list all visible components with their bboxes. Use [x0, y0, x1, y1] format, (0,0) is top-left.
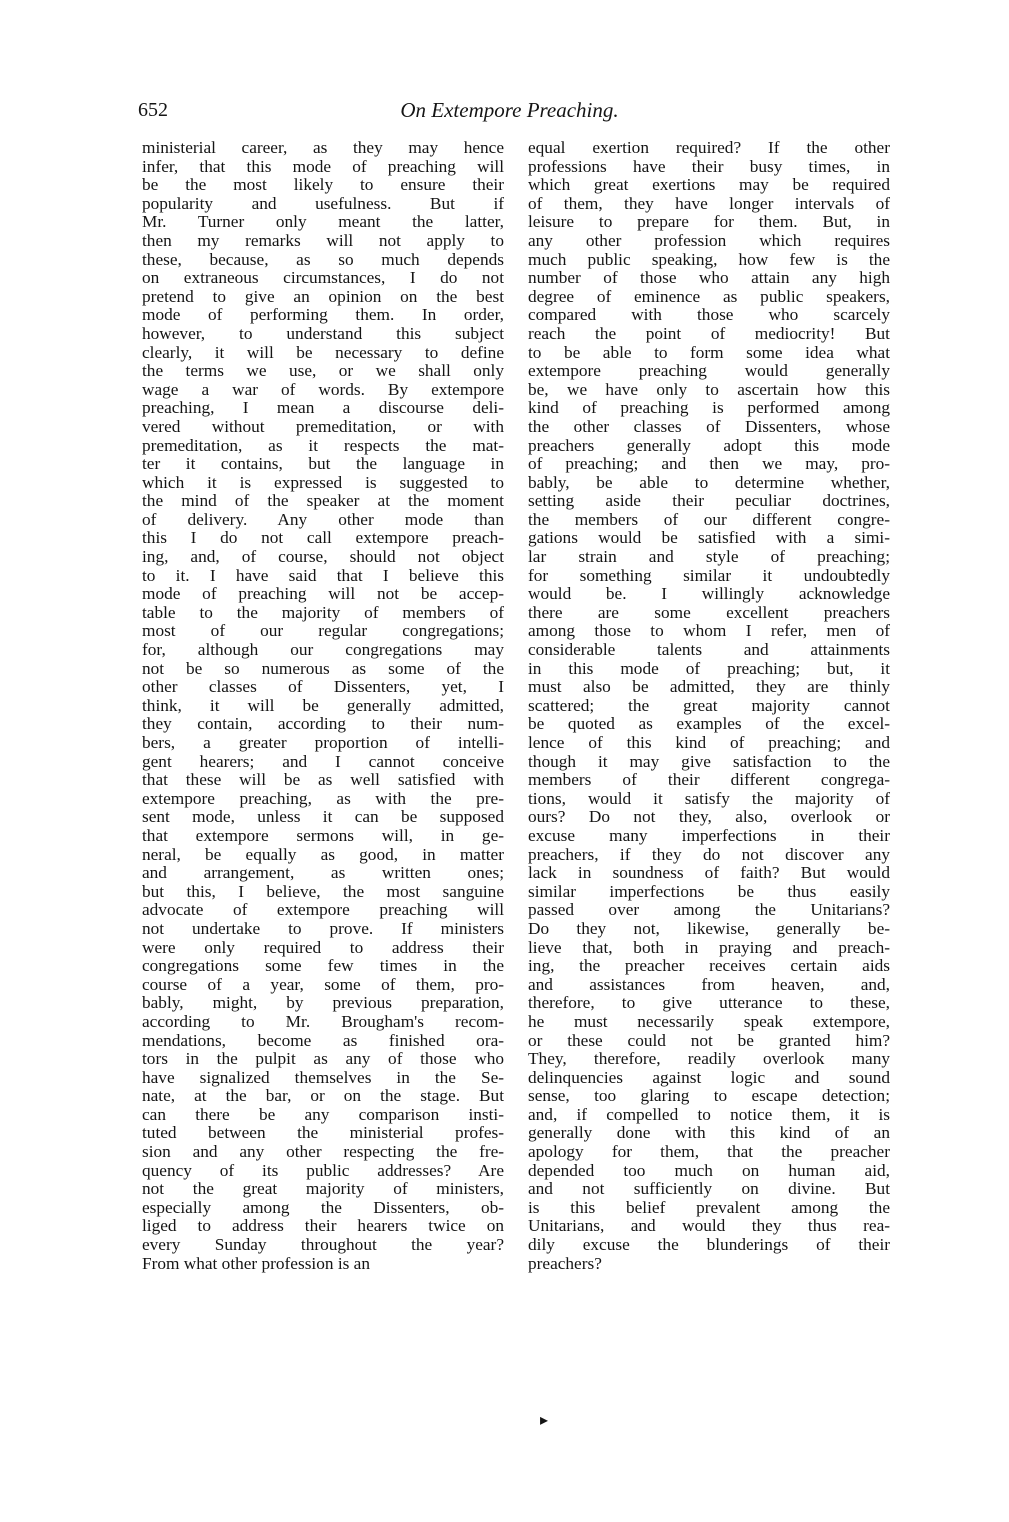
text-line: and, if compelled to notice them, it is — [528, 1104, 890, 1124]
text-line: were only required to address their — [142, 937, 504, 957]
text-line: ter it contains, but the language in — [142, 454, 504, 474]
text-line: the other classes of Dissenters, whose — [528, 416, 890, 436]
text-line: depended too much on human aid, — [528, 1160, 890, 1180]
text-line: reach the point of mediocrity! But — [528, 323, 890, 343]
text-line: though it may give satisfaction to the — [528, 751, 890, 771]
text-line: gations would be satisfied with a simi- — [528, 528, 890, 548]
text-line: that extempore sermons will, in ge- — [142, 825, 504, 845]
text-line: bers, a greater proportion of intelli- — [142, 733, 504, 752]
text-line: They, therefore, readily overlook many — [528, 1049, 890, 1069]
text-line: to be able to form some idea what — [528, 342, 890, 362]
left-column — [142, 139, 504, 1273]
text-line: ing, and, of course, should not object — [142, 547, 504, 567]
page-number: 652 — [138, 99, 168, 121]
text-line: wage a war of words. By extempore — [142, 379, 504, 399]
text-line: sion and any other respecting the fre- — [142, 1142, 504, 1162]
text-line: course of a year, some of them, pro- — [142, 974, 504, 994]
text-line: number of those who attain any high — [528, 268, 890, 288]
text-line: extempore preaching, as with the pre- — [142, 788, 504, 808]
text-line: then my remarks will not apply to — [142, 230, 504, 250]
text-line: gent hearers; and I cannot conceive — [142, 751, 504, 771]
text-line: passed over among the Unitarians? — [528, 900, 890, 920]
text-line: there are some excellent preachers — [528, 602, 890, 622]
text-line: generally done with this kind of an — [528, 1123, 890, 1143]
text-line: other classes of Dissenters, yet, I — [142, 677, 504, 697]
text-line: liged to address their hearers twice on — [142, 1216, 504, 1236]
text-line: and arrangement, as written ones; — [142, 863, 504, 883]
text-line: therefore, to give utterance to these, — [528, 993, 890, 1013]
text-line: mendations, become as finished ora- — [142, 1030, 504, 1050]
text-line: Do they not, likewise, generally be- — [528, 918, 890, 938]
text-line: preaching, I mean a discourse deli- — [142, 398, 504, 418]
text-line: advocate of extempore preaching will — [142, 900, 504, 920]
text-line: lar strain and style of preaching; — [528, 547, 890, 567]
text-line: and not sufficiently on divine. But — [528, 1179, 890, 1199]
ornament-mark: ▸ — [540, 1412, 549, 1429]
text-line: delinquencies against logic and sound — [528, 1067, 890, 1087]
text-line: most of our regular congregations; — [142, 621, 504, 641]
text-line: From what other profession is an — [142, 1253, 370, 1273]
text-line: among those to whom I refer, men of — [528, 621, 890, 641]
text-line: preachers? — [528, 1253, 602, 1273]
text-line: or these could not be granted him? — [528, 1030, 890, 1050]
text-line: members of their different congrega- — [528, 770, 890, 790]
text-line: professions have their busy times, in — [528, 156, 890, 176]
text-line: this I do not call extempore preach- — [142, 528, 504, 548]
text-line: Mr. Turner only meant the latter, — [142, 212, 504, 232]
text-line: be quoted as examples of the excel- — [528, 714, 890, 734]
text-line: popularity and usefulness. But if — [142, 193, 504, 213]
text-line: sent mode, unless it can be supposed — [142, 807, 504, 827]
text-line: equal exertion required? If the other — [528, 138, 890, 157]
text-line: he must necessarily speak extempore, — [528, 1011, 890, 1031]
text-line: of preaching; and then we may, pro- — [528, 454, 890, 474]
text-line: neral, be equally as good, in matter — [142, 844, 504, 864]
text-line: but this, I believe, the most sanguine — [142, 881, 504, 901]
text-line: of them, they have longer intervals of — [528, 193, 890, 213]
text-line: however, to understand this subject — [142, 323, 504, 343]
text-line: ministerial career, as they may hence — [142, 138, 504, 157]
text-line: tuted between the ministerial profes- — [142, 1123, 504, 1143]
text-line: much public speaking, how few is the — [528, 249, 890, 269]
text-line: scattered; the great majority cannot — [528, 695, 890, 715]
text-line: premeditation, as it respects the mat- — [142, 435, 504, 455]
text-line: to it. I have said that I believe this — [142, 565, 504, 585]
text-line: is this belief prevalent among the — [528, 1197, 890, 1217]
text-line: sense, too glaring to escape detection; — [528, 1086, 890, 1106]
text-line: nate, at the bar, or on the stage. But — [142, 1086, 504, 1106]
text-line: the terms we use, or we shall only — [142, 361, 504, 381]
right-column — [528, 139, 890, 1273]
text-line: have signalized themselves in the Se- — [142, 1067, 504, 1087]
text-line: according to Mr. Brougham's recom- — [142, 1011, 504, 1031]
text-line: which it is expressed is suggested to — [142, 472, 504, 492]
text-line: lack in soundness of faith? But would — [528, 863, 890, 883]
text-line: bably, be able to determine whether, — [528, 472, 890, 492]
text-line: ours? Do not they, also, overlook or — [528, 807, 890, 827]
text-line: extempore preaching would generally — [528, 361, 890, 381]
text-line: lence of this kind of preaching; and — [528, 733, 890, 752]
text-line: considerable talents and attainments — [528, 640, 890, 660]
text-line: vered without premeditation, or with — [142, 416, 504, 436]
text-line: especially among the Dissenters, ob- — [142, 1197, 504, 1217]
text-line: tions, would it satisfy the majority of — [528, 788, 890, 808]
text-line: lieve that, both in praying and preach- — [528, 937, 890, 957]
text-line: compared with those who scarcely — [528, 305, 890, 325]
text-line: degree of eminence as public speakers, — [528, 286, 890, 306]
text-line: any other profession which requires — [528, 230, 890, 250]
text-line: would be. I willingly acknowledge — [528, 584, 890, 604]
text-line: kind of preaching is performed among — [528, 398, 890, 418]
text-line: bably, might, by previous preparation, — [142, 993, 504, 1013]
text-line: setting aside their peculiar doctrines, — [528, 491, 890, 511]
text-line: preachers, if they do not discover any — [528, 844, 890, 864]
text-line: excuse many imperfections in their — [528, 825, 890, 845]
text-line: congregations some few times in the — [142, 956, 504, 976]
text-line: and assistances from heaven, and, — [528, 974, 890, 994]
text-line: Unitarians, and would they thus rea- — [528, 1216, 890, 1236]
text-line: be the most likely to ensure their — [142, 175, 504, 195]
text-line: not undertake to prove. If ministers — [142, 918, 504, 938]
text-line: ing, the preacher receives certain aids — [528, 956, 890, 976]
text-line: for something similar it undoubtedly — [528, 565, 890, 585]
text-line: that these will be as well satisfied with — [142, 770, 504, 790]
text-line: think, it will be generally admitted, — [142, 695, 504, 715]
text-line: table to the majority of members of — [142, 602, 504, 622]
text-line: apology for them, that the preacher — [528, 1142, 890, 1162]
text-line: can there be any comparison insti- — [142, 1104, 504, 1124]
text-line: which great exertions may be required — [528, 175, 890, 195]
text-line: similar imperfections be thus easily — [528, 881, 890, 901]
text-line: of delivery. Any other mode than — [142, 509, 504, 529]
text-line: dily excuse the blunderings of their — [528, 1235, 890, 1255]
text-line: leisure to prepare for them. But, in — [528, 212, 890, 232]
text-line: they contain, according to their num- — [142, 714, 504, 734]
text-line: these, because, as so much depends — [142, 249, 504, 269]
text-line: the mind of the speaker at the moment — [142, 491, 504, 511]
text-line: pretend to give an opinion on the best — [142, 286, 504, 306]
text-line: the members of our different congre- — [528, 509, 890, 529]
text-line: mode of performing them. In order, — [142, 305, 504, 325]
text-line: clearly, it will be necessary to define — [142, 342, 504, 362]
text-line: on extraneous circumstances, I do not — [142, 268, 504, 288]
text-line: not be so numerous as some of the — [142, 658, 504, 678]
text-line: quency of its public addresses? Are — [142, 1160, 504, 1180]
text-line: every Sunday throughout the year? — [142, 1235, 504, 1255]
text-line: must also be admitted, they are thinly — [528, 677, 890, 697]
text-line: tors in the pulpit as any of those who — [142, 1049, 504, 1069]
text-line: mode of preaching will not be accep- — [142, 584, 504, 604]
running-title: On Extempore Preaching. — [400, 98, 619, 122]
text-line: infer, that this mode of preaching will — [142, 156, 504, 176]
text-line: not the great majority of ministers, — [142, 1179, 504, 1199]
text-line: for, although our congregations may — [142, 640, 504, 660]
text-line: be, we have only to ascertain how this — [528, 379, 890, 399]
text-line: in this mode of preaching; but, it — [528, 658, 890, 678]
text-line: preachers generally adopt this mode — [528, 435, 890, 455]
